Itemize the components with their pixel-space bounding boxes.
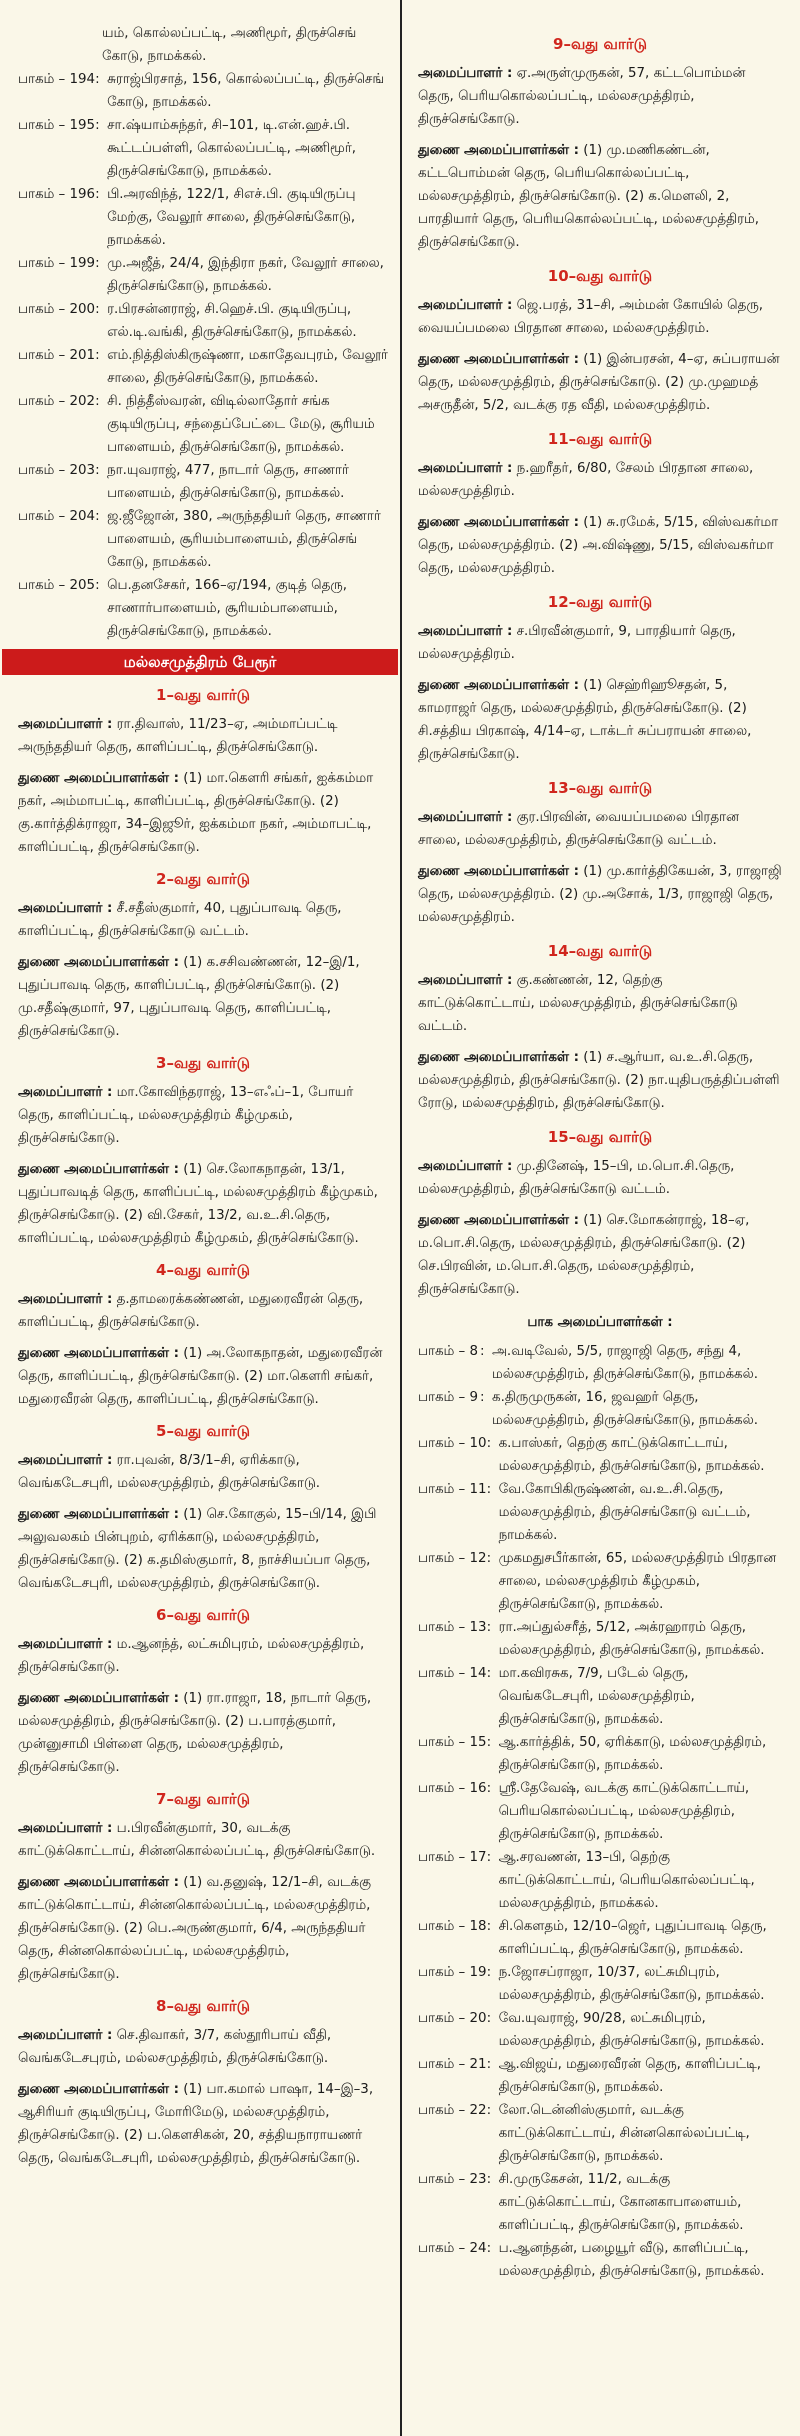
bagam-entry: பாகம் – 16 : ஸ்ரீ.தேவேஷ், வடக்கு காட்டுக்கொட்டாய், பெரியகொல்லப்பட்டி, மல்லசமுத்திரம், திருச்செங்கோடு, நாமக்கல்.: [418, 1777, 782, 1846]
bagam-entry: பாகம் – 15 : ஆ.கார்த்திக், 50, ஏரிக்காடு, மல்லசமுத்திரம், திருச்செங்கோடு, நாமக்கல்.: [418, 1731, 782, 1777]
ward-block: [418, 427, 782, 580]
bagam-text: அ.வடிவேல், 5/5, ராஜாஜி தெரு, சந்து 4, மல்லசமுத்திரம், திருச்செங்கோடு, நாமக்கல்.: [492, 1344, 758, 1382]
left-column: [0, 22, 400, 2436]
bagam-label: பாகம் – 23: [418, 2172, 487, 2187]
bagam-text: க.திருமுருகன், 16, ஜவஹர் தெரு, மல்லசமுத்திரம், திருச்செங்கோடு, நாமக்கல்.: [492, 1390, 758, 1428]
bagam-entry: பாகம் – 23 : சி.முருகேசன், 11/2, வடக்கு காட்டுக்கொட்டாய், கோனகாபாளையம், காளிப்பட்டி, திருச்செங்கோடு, நாமக்கல்.: [418, 2168, 782, 2237]
organizer-text: சீ.சதீஸ்குமார், 40, புதுப்பாவடி தெரு, காளிப்பட்டி, திருச்செங்கோடு வட்டம்.: [18, 901, 342, 939]
bagam-label: பாகம் – 203: [18, 463, 96, 478]
bagam-label: பாகம் – 24: [418, 2241, 487, 2256]
bagam-text: சி.முருகேசன், 11/2, வடக்கு காட்டுக்கொட்டாய், கோனகாபாளையம், காளிப்பட்டி, திருச்செங்கோடு, நாமக்கல்.: [498, 2172, 744, 2233]
deputy-label: துணை அமைப்பாளர்கள் :: [418, 1213, 579, 1228]
ward-block: [418, 776, 782, 929]
ward-title: 10–வது வார்டு: [547, 267, 653, 285]
organizer-text: மா.கோவிந்தராஜ், 13–எஃப்–1, போயர் தெரு, காளிப்பட்டி, மல்லசமுத்திரம் கீழ்முகம், திருச்செங்கோடு.: [18, 1085, 354, 1146]
organizer-para: [418, 806, 782, 852]
ward-block: [18, 1994, 388, 2170]
bagam-entry: பாகம் – 203 : நா.யுவராஜ், 477, நாடார் தெரு, சாணார் பாளையம், திருச்செங்கோடு, நாமக்கல்.: [18, 459, 388, 505]
bagam-text: ஸ்ரீ.தேவேஷ், வடக்கு காட்டுக்கொட்டாய், பெரியகொல்லப்பட்டி, மல்லசமுத்திரம், திருச்செங்கோடு, நாமக்கல்.: [498, 1781, 750, 1842]
ward-block: [418, 590, 782, 766]
bagam-text: ரா.அப்துல்சரீத், 5/12, அக்ரஹாரம் தெரு, மல்லசமுத்திரம், திருச்செங்கோடு, நாமக்கல்.: [498, 1620, 765, 1658]
organizer-label: அமைப்பாளர் :: [18, 1292, 113, 1307]
deputy-label: துணை அமைப்பாளர்கள் :: [418, 515, 579, 530]
bagam-entry: பாகம் – 11 : வே.கோபிகிருஷ்ணன், வ.உ.சி.தெரு, மல்லசமுத்திரம், திருச்செங்கோடு வட்டம், நாமக்கல்.: [418, 1478, 782, 1547]
organizer-label: அமைப்பாளர் :: [18, 1085, 113, 1100]
ward-title: 7–வது வார்டு: [156, 1790, 250, 1808]
ward-title: 12–வது வார்டு: [547, 593, 653, 611]
deputy-para: [18, 1158, 388, 1250]
bagam-label: பாகம் – 202: [18, 394, 96, 409]
bagam-list-left: [18, 68, 388, 643]
bagam-label: பாகம் – 196: [18, 187, 96, 202]
ward-block: [18, 1419, 388, 1595]
bagam-entry: பாகம் – 21 : ஆ.விஜய், மதுரைவீரன் தெரு, காளிப்பட்டி, திருச்செங்கோடு, நாமக்கல்.: [418, 2053, 782, 2099]
organizer-label: அமைப்பாளர் :: [418, 461, 513, 476]
bagam-text: மா.கவிரசுக, 7/9, படேல் தெரு, வெங்கடேசபுரி, மல்லசமுத்திரம், திருச்செங்கோடு, நாமக்கல்.: [498, 1666, 695, 1727]
bagam-text: சி. நித்தீஸ்வரன், விடில்லாதோர் சங்க குடியிருப்பு, சந்தைப்பேட்டை மேடு, சூரியம் பாளையம், திருச்செங்கோடு, நாமக்கல்.: [107, 394, 375, 455]
deputy-text: (1) சு.ரமேக், 5/15, விஸ்வகர்மா தெரு, மல்லசமுத்திரம். (2) அ.விஷ்ணு, 5/15, விஸ்வகர்மா தெரு, மல்லசமுத்திரம்.: [418, 515, 779, 576]
deputy-text: (1) இன்பரசன், 4–ஏ, சுப்பராயன் தெரு, மல்லசமுத்திரம், திருச்செங்கோடு. (2) மு.முஹமத் அசருதீன், 5/2, வடக்கு ரத வீதி, மல்லசமுத்திரம்.: [418, 352, 780, 413]
organizer-para: [418, 62, 782, 131]
deputy-para: [418, 674, 782, 766]
bagam-label: பாகம் – 19: [418, 1965, 487, 1980]
ward-block: [18, 867, 388, 1043]
deputy-para: [418, 860, 782, 929]
bagam-text: ஜ.ஜீஜோன், 380, அருந்ததியர் தெரு, சாணார் பாளையம், சூரியம்பாளையம், திருச்செங் கோடு, நாமக்கல்.: [107, 509, 381, 570]
ward-title: 5–வது வார்டு: [156, 1422, 250, 1440]
organizer-label: அமைப்பாளர் :: [18, 2028, 113, 2043]
deputy-text: (1) க.சசிவண்ணன், 12–இ/1, புதுப்பாவடி தெரு, காளிப்பட்டி, திருச்செங்கோடு. (2) மு.சதீஷ்குமார், 97, புதுப்பாவடி தெரு, காளிப்பட்டி, திருச்செங்கோடு.: [18, 955, 360, 1039]
organizer-label: அமைப்பாளர் :: [18, 1821, 113, 1836]
bagam-text: பெ.தனசேகர், 166–ஏ/194, குடித் தெரு, சாணார்பாளையம், சூரியம்பாளையம், திருச்செங்கோடு, நாமக்கல்.: [107, 578, 347, 639]
organizer-para: [18, 1633, 388, 1679]
bagam-entry: பாகம் – 13 : ரா.அப்துல்சரீத், 5/12, அக்ரஹாரம் தெரு, மல்லசமுத்திரம், திருச்செங்கோடு, நாமக்கல்.: [418, 1616, 782, 1662]
deputy-para: [18, 2078, 388, 2170]
deputy-text: (1) அ.லோகநாதன், மதுரைவீரன் தெரு, காளிப்பட்டி, திருச்செங்கோடு. (2) மா.கௌரி சங்கர், மதுரைவீரன் தெரு, காளிப்பட்டி, திருச்செங்கோடு.: [18, 1346, 383, 1407]
organizer-para: [418, 969, 782, 1038]
bagam-label: பாகம் – 199: [18, 256, 96, 271]
deputy-label: துணை அமைப்பாளர்கள் :: [418, 143, 579, 158]
organizer-text: ப.பிரவீன்குமார், 30, வடக்கு காட்டுக்கொட்டாய், சின்னகொல்லப்பட்டி, திருச்செங்கோடு.: [18, 1821, 376, 1859]
deputy-text: (1) பா.கமால் பாஷா, 14–இ–3, ஆசிரியர் குடியிருப்பு, மோரிமேடு, மல்லசமுத்திரம், திருச்செங்கோடு. (2) ப.கௌசிகன், 20, சத்தியநாராயணர் தெரு, வெங்கடேசபுரி, மல்லசமுத்திரம், திருச்செங்கோடு.: [18, 2082, 374, 2166]
ward-title: 15–வது வார்டு: [547, 1128, 653, 1146]
ward-title: 3–வது வார்டு: [156, 1054, 250, 1072]
bagam-entry: பாகம் – 205 : பெ.தனசேகர், 166–ஏ/194, குடித் தெரு, சாணார்பாளையம், சூரியம்பாளையம், திருச்செங்கோடு, நாமக்கல்.: [18, 574, 388, 643]
deputy-text: (1) செ.லோகநாதன், 13/1, புதுப்பாவடித் தெரு, காளிப்பட்டி, மல்லசமுத்திரம் கீழ்முகம், திருச்செங்கோடு. (2) வி.சேகர், 13/2, வ.உ.சி.தெரு, காளிப்பட்டி, மல்லசமுத்திரம் கீழ்முகம், திருச்செங்கோடு.: [18, 1162, 378, 1246]
organizer-text: கு.கண்ணன், 12, தெற்கு காட்டுக்கொட்டாய், மல்லசமுத்திரம், திருச்செங்கோடு வட்டம்.: [418, 973, 738, 1034]
bagam-text: க.பாஸ்கர், தெற்கு காட்டுக்கொட்டாய், மல்லசமுத்திரம், திருச்செங்கோடு, நாமக்கல்.: [498, 1436, 765, 1474]
bagam-continuation: யம், கொல்லப்பட்டி, அணிமூர், திருச்செங் கோடு, நாமக்கல்.: [102, 26, 357, 64]
bagam-entry: பாகம் – 20 : வே.யுவராஜ், 90/28, லட்சுமிபுரம், மல்லசமுத்திரம், திருச்செங்கோடு, நாமக்கல்.: [418, 2007, 782, 2053]
bagam-text: ப.ஆனந்தன், பழையூர் வீடு, காளிப்பட்டி, மல்லசமுத்திரம், திருச்செங்கோடு, நாமக்கல்.: [498, 2241, 765, 2279]
organizer-para: [418, 1155, 782, 1201]
organizer-label: அமைப்பாளர் :: [18, 901, 113, 916]
deputy-para: [418, 511, 782, 580]
organizer-para: [418, 294, 782, 340]
bagam-label: பாகம் – 10: [418, 1436, 487, 1451]
deputy-para: [418, 139, 782, 254]
deputy-text: (1) மு.கார்த்திகேயன், 3, ராஜாஜி தெரு, மல்லசமுத்திரம். (2) மு.அசோக், 1/3, ராஜாஜி தெரு, மல்லசமுத்திரம்.: [418, 864, 782, 925]
bagam-entry: பாகம் – 194 : சுராஜ்பிரசாத், 156, கொல்லப்பட்டி, திருச்செங் கோடு, நாமக்கல்.: [18, 68, 388, 114]
organizer-text: ந.ஹரீதர், 6/80, சேலம் பிரதான சாலை, மல்லசமுத்திரம்.: [418, 461, 754, 499]
deputy-text: (1) வ.தனுஷ், 12/1–சி, வடக்கு காட்டுக்கொட்டாய், சின்னகொல்லப்பட்டி, மல்லசமுத்திரம், திருச்செங்கோடு. (2) பெ.அருண்குமார், 6/4, அருந்ததியர் தெரு, சின்னகொல்லப்பட்டி, மல்லசமுத்திரம், திருச்செங்கோடு.: [18, 1875, 371, 1982]
organizer-text: ஏ.அருள்முருகன், 57, கட்டபொம்மன் தெரு, பெரியகொல்லப்பட்டி, மல்லசமுத்திரம், திருச்செங்கோடு.: [418, 66, 746, 127]
bagam-entry: பாகம் – 22 : லோ.டென்னிஸ்குமார், வடக்கு காட்டுக்கொட்டாய், சின்னகொல்லப்பட்டி, திருச்செங்கோடு, நாமக்கல்.: [418, 2099, 782, 2168]
organizer-label: அமைப்பாளர் :: [18, 1453, 113, 1468]
deputy-text: (1) ச.ஆர்யா, வ.உ.சி.தெரு, மல்லசமுத்திரம், திருச்செங்கோடு. (2) நா.யுதிபருத்திப்பள்ளி ரோடு, மல்லசமுத்திரம், திருச்செங்கோடு.: [418, 1050, 780, 1111]
ward-block: [418, 1125, 782, 1301]
deputy-label: துணை அமைப்பாளர்கள் :: [18, 955, 179, 970]
bagam-entry: பாகம் – 204 : ஜ.ஜீஜோன், 380, அருந்ததியர் தெரு, சாணார் பாளையம், சூரியம்பாளையம், திருச்செங் கோடு, நாமக்கல்.: [18, 505, 388, 574]
organizer-para: [18, 1288, 388, 1334]
ward-title: 1–வது வார்டு: [156, 686, 250, 704]
section-banner: மல்லசமுத்திரம் பேரூர்: [2, 649, 398, 675]
ward-block: [418, 939, 782, 1115]
bagam-entry: பாகம் – 195 : சா.ஷ்யாம்சுந்தர், சி–101, டி.என்.ஹச்.பி. கூட்டப்பள்ளி, கொல்லப்பட்டி, அணிமூர், திருச்செங்கோடு, நாமக்கல்.: [18, 114, 388, 183]
bagam-label: பாகம் – 194: [18, 72, 96, 87]
bagam-label: பாகம் – 195: [18, 118, 96, 133]
ward-title: 14–வது வார்டு: [547, 942, 653, 960]
ward-block: [18, 1603, 388, 1779]
deputy-label: துணை அமைப்பாளர்கள் :: [18, 1875, 179, 1890]
organizer-text: ஜெ.பரத், 31–சி, அம்மன் கோயில் தெரு, வையப்பமலை பிரதான சாலை, மல்லசமுத்திரம்.: [418, 298, 763, 336]
organizer-text: த.தாமரைக்கண்ணன், மதுரைவீரன் தெரு, காளிப்பட்டி, திருச்செங்கோடு.: [18, 1292, 364, 1330]
bagam-text: மு.அஜீத், 24/4, இந்திரா நகர், வேலூர் சாலை, திருச்செங்கோடு, நாமக்கல்.: [107, 256, 384, 294]
deputy-para: [18, 767, 388, 859]
bagam-list-right: [418, 1340, 782, 2283]
ward-block: [18, 683, 388, 859]
deputy-label: துணை அமைப்பாளர்கள் :: [18, 1346, 179, 1361]
deputy-para: [418, 348, 782, 417]
bagam-heading: பாக அமைப்பாளர்கள் :: [527, 1315, 673, 1330]
bagam-label: பாகம் – 13: [418, 1620, 487, 1635]
bagam-label: பாகம் – 17: [418, 1850, 487, 1865]
ward-title: 11–வது வார்டு: [547, 430, 653, 448]
bagam-label: பாகம் – 14: [418, 1666, 487, 1681]
organizer-text: ச.பிரவீன்குமார், 9, பாரதியார் தெரு, மல்லசமுத்திரம்.: [418, 624, 736, 662]
bagam-entry: பாகம் – 9 : க.திருமுருகன், 16, ஜவஹர் தெரு, மல்லசமுத்திரம், திருச்செங்கோடு, நாமக்கல்.: [418, 1386, 782, 1432]
bagam-label: பாகம் – 18: [418, 1919, 487, 1934]
deputy-text: (1) செ.மோகன்ராஜ், 18–ஏ, ம.பொ.சி.தெரு, மல்லசமுத்திரம், திருச்செங்கோடு. (2) செ.பிரவின், ம.பொ.சி.தெரு, மல்லசமுத்திரம், திருச்செங்கோடு.: [418, 1213, 750, 1297]
organizer-label: அமைப்பாளர் :: [18, 1637, 113, 1652]
bagam-label: பாகம் – 201: [18, 348, 96, 363]
deputy-label: துணை அமைப்பாளர்கள் :: [18, 2082, 179, 2097]
bagam-label: பாகம் – 204: [18, 509, 96, 524]
bagam-entry: பாகம் – 10 : க.பாஸ்கர், தெற்கு காட்டுக்கொட்டாய், மல்லசமுத்திரம், திருச்செங்கோடு, நாமக்கல்.: [418, 1432, 782, 1478]
bagam-label: பாகம் – 200: [18, 302, 96, 317]
organizer-para: [18, 713, 388, 759]
deputy-para: [18, 1687, 388, 1779]
organizer-label: அமைப்பாளர் :: [418, 1159, 513, 1174]
bagam-entry: பாகம் – 8 : அ.வடிவேல், 5/5, ராஜாஜி தெரு, சந்து 4, மல்லசமுத்திரம், திருச்செங்கோடு, நாமக்கல்.: [418, 1340, 782, 1386]
bagam-text: சி.கௌதம், 12/10–ஜெர், புதுப்பாவடி தெரு, காளிப்பட்டி, திருச்செங்கோடு, நாமக்கல்.: [498, 1919, 767, 1957]
organizer-para: [418, 457, 782, 503]
bagam-entry: பாகம் – 199 : மு.அஜீத், 24/4, இந்திரா நகர், வேலூர் சாலை, திருச்செங்கோடு, நாமக்கல்.: [18, 252, 388, 298]
bagam-entry: பாகம் – 24 : ப.ஆனந்தன், பழையூர் வீடு, காளிப்பட்டி, மல்லசமுத்திரம், திருச்செங்கோடு, நாமக்கல்.: [418, 2237, 782, 2283]
bagam-text: முகமதுசபீர்கான், 65, மல்லசமுத்திரம் பிரதான சாலை, மல்லசமுத்திரம் கீழ்முகம், திருச்செங்கோடு, நாமக்கல்.: [498, 1551, 777, 1612]
bagam-label: பாகம் – 16: [418, 1781, 487, 1796]
bagam-entry: பாகம் – 196 : பி.அரவிந்த், 122/1, சிஎச்.பி. குடியிருப்பு மேற்கு, வேலூர் சாலை, திருச்செங்கோடு, நாமக்கல்.: [18, 183, 388, 252]
ward-block: [18, 1787, 388, 1986]
column-divider: [400, 0, 402, 2436]
ward-block: [418, 32, 782, 254]
deputy-para: [18, 951, 388, 1043]
bagam-entry: பாகம் – 14 : மா.கவிரசுக, 7/9, படேல் தெரு, வெங்கடேசபுரி, மல்லசமுத்திரம், திருச்செங்கோடு, நாமக்கல்.: [418, 1662, 782, 1731]
bagam-entry: பாகம் – 200 : ர.பிரசன்னராஜ், சி.ஹெச்.பி. குடியிருப்பு, எல்.டி.வங்கி, திருச்செங்கோடு, நாமக்கல்.: [18, 298, 388, 344]
organizer-para: [418, 620, 782, 666]
organizer-label: அமைப்பாளர் :: [418, 298, 513, 313]
bagam-entry: பாகம் – 202 : சி. நித்தீஸ்வரன், விடில்லாதோர் சங்க குடியிருப்பு, சந்தைப்பேட்டை மேடு, சூரியம் பாளையம், திருச்செங்கோடு, நாமக்கல்.: [18, 390, 388, 459]
bagam-label: பாகம் – 15: [418, 1735, 487, 1750]
bagam-text: சுராஜ்பிரசாத், 156, கொல்லப்பட்டி, திருச்செங் கோடு, நாமக்கல்.: [107, 72, 385, 110]
deputy-para: [418, 1046, 782, 1115]
deputy-text: (1) மா.கௌரி சங்கர், ஐக்கம்மா நகர், அம்மாபட்டி, காளிப்பட்டி, திருச்செங்கோடு. (2) கு.கார்த்திக்ராஜா, 34–இஜூர், ஐக்கம்மா நகர், அம்மாபட்டி, காளிப்பட்டி, திருச்செங்கோடு.: [18, 771, 374, 855]
deputy-label: துணை அமைப்பாளர்கள் :: [418, 352, 579, 367]
bagam-text: நா.யுவராஜ், 477, நாடார் தெரு, சாணார் பாளையம், திருச்செங்கோடு, நாமக்கல்.: [107, 463, 349, 501]
bagam-text: ஆ.விஜய், மதுரைவீரன் தெரு, காளிப்பட்டி, திருச்செங்கோடு, நாமக்கல்.: [498, 2057, 762, 2095]
bagam-text: லோ.டென்னிஸ்குமார், வடக்கு காட்டுக்கொட்டாய், சின்னகொல்லப்பட்டி, திருச்செங்கோடு, நாமக்கல்.: [498, 2103, 750, 2164]
bagam-label: பாகம் – 9: [418, 1390, 479, 1405]
organizer-text: மு.தினேஷ், 15–பி, ம.பொ.சி.தெரு, மல்லசமுத்திரம், திருச்செங்கோடு வட்டம்.: [418, 1159, 735, 1197]
bagam-entry: பாகம் – 201 : எம்.நித்திஸ்கிருஷ்ணா, மகாதேவபுரம், வேலூர் சாலை, திருச்செங்கோடு, நாமக்கல்.: [18, 344, 388, 390]
organizer-label: அமைப்பாளர் :: [418, 66, 513, 81]
bagam-entry: பாகம் – 12 : முகமதுசபீர்கான், 65, மல்லசமுத்திரம் பிரதான சாலை, மல்லசமுத்திரம் கீழ்முகம், திருச்செங்கோடு, நாமக்கல்.: [418, 1547, 782, 1616]
bagam-text: பி.அரவிந்த், 122/1, சிஎச்.பி. குடியிருப்பு மேற்கு, வேலூர் சாலை, திருச்செங்கோடு, நாமக்கல்.: [107, 187, 356, 248]
deputy-text: (1) ரா.ராஜா, 18, நாடார் தெரு, மல்லசமுத்திரம், திருச்செங்கோடு. (2) ப.பாரத்குமார், முன்னுசாமி பிள்ளை தெரு, மல்லசமுத்திரம், திருச்செங்கோடு.: [18, 1691, 372, 1775]
deputy-label: துணை அமைப்பாளர்கள் :: [18, 1162, 179, 1177]
bagam-entry: பாகம் – 19 : ந.ஜோசப்ராஜா, 10/37, லட்சுமிபுரம், மல்லசமுத்திரம், திருச்செங்கோடு, நாமக்கல்.: [418, 1961, 782, 2007]
ward-title: 6–வது வார்டு: [156, 1606, 250, 1624]
bagam-label: பாகம் – 12: [418, 1551, 487, 1566]
deputy-para: [18, 1871, 388, 1986]
bagam-text: ஆ.கார்த்திக், 50, ஏரிக்காடு, மல்லசமுத்திரம், திருச்செங்கோடு, நாமக்கல்.: [498, 1735, 767, 1773]
bagam-text: எம்.நித்திஸ்கிருஷ்ணா, மகாதேவபுரம், வேலூர் சாலை, திருச்செங்கோடு, நாமக்கல்.: [107, 348, 388, 386]
bagam-label: பாகம் – 20: [418, 2011, 487, 2026]
organizer-label: அமைப்பாளர் :: [18, 717, 113, 732]
bagam-label: பாகம் – 8: [418, 1344, 479, 1359]
deputy-label: துணை அமைப்பாளர்கள் :: [418, 678, 579, 693]
organizer-text: ரா.திவாஸ், 11/23–ஏ, அம்மாப்பட்டி அருந்ததியர் தெரு, காளிப்பட்டி, திருச்செங்கோடு.: [18, 717, 338, 755]
deputy-label: துணை அமைப்பாளர்கள் :: [18, 771, 179, 786]
bagam-label: பாகம் – 21: [418, 2057, 487, 2072]
bagam-label: பாகம் – 205: [18, 578, 96, 593]
organizer-text: ரா.புவன், 8/3/1–சி, ஏரிக்காடு, வெங்கடேசபுரி, மல்லசமுத்திரம், திருச்செங்கோடு.: [18, 1453, 321, 1491]
deputy-para: [18, 1342, 388, 1411]
deputy-text: (1) மு.மணிகண்டன், கட்டபொம்மன் தெரு, பெரியகொல்லப்பட்டி, மல்லசமுத்திரம், திருச்செங்கோடு. (2) க.மௌலி, 2, பாரதியார் தெரு, பெரியகொல்லப்பட்டி, மல்லசமுத்திரம், திருச்செங்கோடு.: [418, 143, 760, 250]
organizer-para: [18, 1817, 388, 1863]
organizer-text: செ.திவாகர், 3/7, கஸ்தூரிபாய் வீதி, வெங்கடேசபுரம், மல்லசமுத்திரம், திருச்செங்கோடு.: [18, 2028, 332, 2066]
deputy-label: துணை அமைப்பாளர்கள் :: [418, 864, 579, 879]
bagam-entry: பாகம் – 17 : ஆ.சரவணன், 13–பி, தெற்கு காட்டுக்கொட்டாய், பெரியகொல்லப்பட்டி, மல்லசமுத்திரம், நாமக்கல்.: [418, 1846, 782, 1915]
deputy-para: [418, 1209, 782, 1301]
deputy-label: துணை அமைப்பாளர்கள் :: [418, 1050, 579, 1065]
bagam-label: பாகம் – 11: [418, 1482, 487, 1497]
ward-title: 9–வது வார்டு: [553, 35, 647, 53]
bagam-text: வே.யுவராஜ், 90/28, லட்சுமிபுரம், மல்லசமுத்திரம், திருச்செங்கோடு, நாமக்கல்.: [498, 2011, 765, 2049]
ward-title: 13–வது வார்டு: [547, 779, 653, 797]
organizer-text: ம.ஆனந்த், லட்சுமிபுரம், மல்லசமுத்திரம், திருச்செங்கோடு.: [18, 1637, 365, 1675]
bagam-text: ர.பிரசன்னராஜ், சி.ஹெச்.பி. குடியிருப்பு, எல்.டி.வங்கி, திருச்செங்கோடு, நாமக்கல்.: [107, 302, 357, 340]
deputy-text: (1) செஹ்ரிஹூசதன், 5, காமராஜர் தெரு, மல்லசமுத்திரம், திருச்செங்கோடு. (2) சி.சத்திய பிரகாஷ், 4/14–ஏ, டாக்டர் சுப்பராயன் சாலை, திருச்செங்கோடு.: [418, 678, 752, 762]
bagam-text: வே.கோபிகிருஷ்ணன், வ.உ.சி.தெரு, மல்லசமுத்திரம், திருச்செங்கோடு வட்டம், நாமக்கல்.: [498, 1482, 751, 1543]
deputy-para: [18, 1503, 388, 1595]
bagam-label: பாகம் – 22: [418, 2103, 487, 2118]
organizer-para: [18, 1081, 388, 1150]
ward-title: 2–வது வார்டு: [156, 870, 250, 888]
organizer-label: அமைப்பாளர் :: [418, 624, 513, 639]
organizer-para: [18, 2024, 388, 2070]
deputy-text: (1) செ.கோகுல், 15–பி/14, இபி அலுவலகம் பின்புறம், ஏரிக்காடு, மல்லசமுத்திரம், திருச்செங்கோடு. (2) க.தமிஸ்குமார், 8, நாச்சியப்பா தெரு, வெங்கடேசபுரி, மல்லசமுத்திரம், திருச்செங்கோடு.: [18, 1507, 377, 1591]
organizer-text: குர.பிரவின், வையப்பமலை பிரதான சாலை, மல்லசமுத்திரம், திருச்செங்கோடு வட்டம்.: [418, 810, 740, 848]
organizer-label: அமைப்பாளர் :: [418, 973, 513, 988]
right-column: [400, 22, 800, 2436]
ward-block: [18, 1051, 388, 1250]
bagam-text: சா.ஷ்யாம்சுந்தர், சி–101, டி.என்.ஹச்.பி. கூட்டப்பள்ளி, கொல்லப்பட்டி, அணிமூர், திருச்செங்கோடு, நாமக்கல்.: [107, 118, 357, 179]
bagam-text: ந.ஜோசப்ராஜா, 10/37, லட்சுமிபுரம், மல்லசமுத்திரம், திருச்செங்கோடு, நாமக்கல்.: [498, 1965, 765, 2003]
ward-title: 4–வது வார்டு: [156, 1261, 250, 1279]
deputy-label: துணை அமைப்பாளர்கள் :: [18, 1691, 179, 1706]
ward-title: 8–வது வார்டு: [156, 1997, 250, 2015]
ward-block: [18, 1258, 388, 1411]
ward-block: [418, 264, 782, 417]
organizer-para: [18, 897, 388, 943]
organizer-para: [18, 1449, 388, 1495]
organizer-label: அமைப்பாளர் :: [418, 810, 513, 825]
deputy-label: துணை அமைப்பாளர்கள் :: [18, 1507, 179, 1522]
bagam-entry: பாகம் – 18 : சி.கௌதம், 12/10–ஜெர், புதுப்பாவடி தெரு, காளிப்பட்டி, திருச்செங்கோடு, நாமக்கல்.: [418, 1915, 782, 1961]
bagam-text: ஆ.சரவணன், 13–பி, தெற்கு காட்டுக்கொட்டாய், பெரியகொல்லப்பட்டி, மல்லசமுத்திரம், நாமக்கல்.: [498, 1850, 755, 1911]
